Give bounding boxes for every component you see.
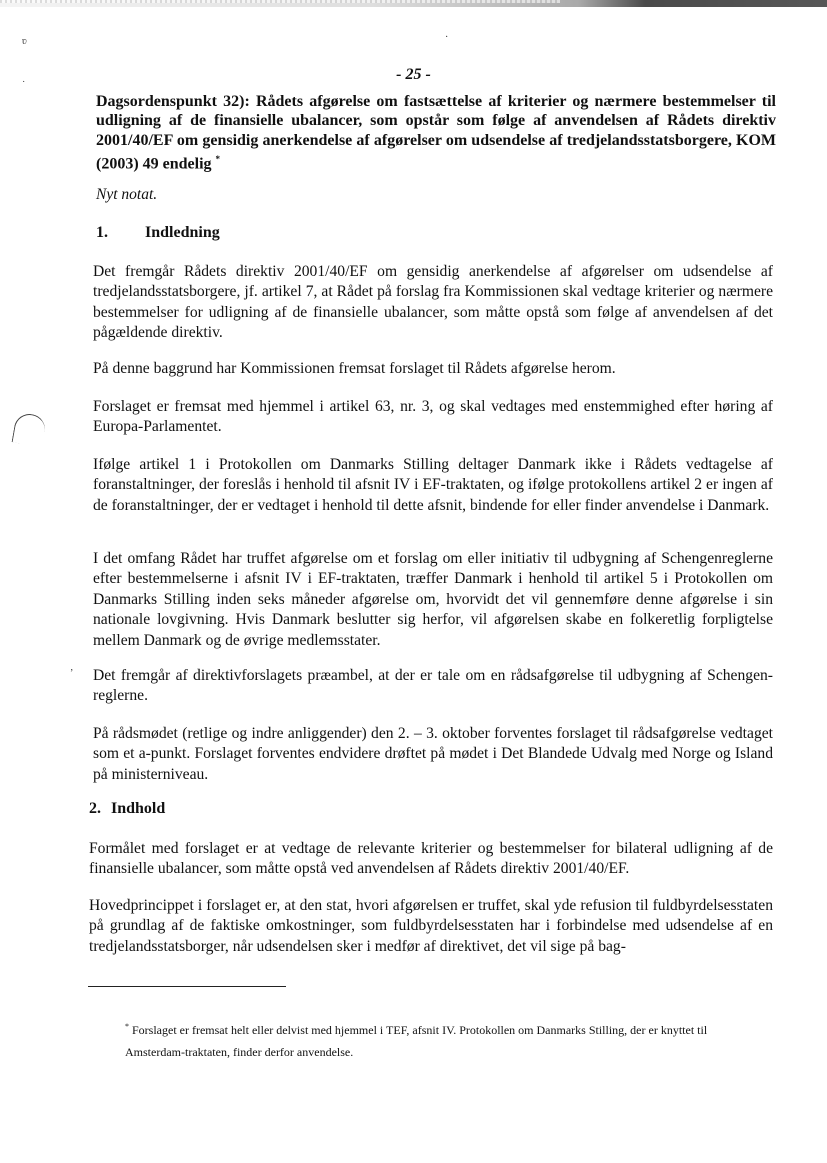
footnote-text: Forslaget er fremsat helt eller delvist med hjemmel i TEF, afsnit IV. Protokollen om Danmarks Stilling, der er knyttet til Amsterdam-traktaten, finder derfor anvendelse. [125, 1023, 708, 1059]
footnote-marker: * [125, 1022, 129, 1031]
scan-edge-noise [0, 0, 560, 3]
page-number: - 25 - [396, 66, 431, 83]
scan-speck: ˙ [22, 80, 26, 91]
paragraph: Hovedprincippet i forslaget er, at den stat, hvori afgørelsen er truffet, skal yde refusion til fuldbyrdelsesstaten på grundlag af de faktiske omkostninger, som fuldbyrdelsesstaten har i forbindelse med udsendelse af en tredjelandsstatsborger, når udsendelsen sker i medfør af direktivet, det vil sige på bag- [89, 897, 773, 955]
scan-artifact-arc [12, 412, 48, 448]
section-heading [96, 224, 220, 242]
section-number: 2. [89, 800, 101, 817]
footnote-marker: * [215, 154, 221, 165]
note-label: Nyt notat. [96, 186, 158, 203]
scan-speck: ʋ [22, 36, 27, 47]
paragraph: På rådsmødet (retlige og indre anliggender) den 2. – 3. oktober forventes forslaget til rådsafgørelse vedtaget som et a-punkt. Forslaget forventes endvidere drøftet på mødet i Det Blandede Udvalg med Norge og Island på ministerniveau. [93, 725, 773, 783]
paragraph: Det fremgår af direktivforslagets præambel, at der er tale om en rådsafgørelse til udbygning af Schengen-reglerne. [93, 667, 773, 705]
paragraph: Forslaget er fremsat med hjemmel i artikel 63, nr. 3, og skal vedtages med enstemmighed efter høring af Europa-Parlamentet. [93, 398, 773, 436]
section-heading [89, 800, 165, 818]
paragraph: Formålet med forslaget er at vedtage de relevante kriterier og bestemmelser for bilateral udligning af de finansielle ubalancer, som måtte opstå ved anvendelsen af Rådets direktiv 2001/40/EF. [89, 840, 773, 878]
scan-speck: · [445, 32, 449, 43]
footnote-separator [88, 986, 286, 987]
paragraph: På denne baggrund har Kommissionen fremsat forslaget til Rådets afgørelse herom. [93, 360, 616, 377]
agenda-item-text: Dagsordenspunkt 32): Rådets afgørelse om fastsættelse af kriterier og nærmere bestemmelser til udligning af de finansielle ubalancer, som opstår som følge af anvendelsen af Rådets direktiv 2001/40/EF om gensidig anerkendelse af afgørelser om udsendelse af tredjelandsstatsborgere, KOM (2003) 49 endelig [96, 93, 776, 173]
section-number: 1. [96, 224, 108, 241]
agenda-item-title [96, 92, 776, 174]
paragraph: Ifølge artikel 1 i Protokollen om Danmarks Stilling deltager Danmark ikke i Rådets vedtagelse af foranstaltninger, der foreslås i henhold til afsnit IV i EF-traktaten, og ifølge protokollens artikel 2 er ingen af de foranstaltninger, der er vedtaget i henhold til dette afsnit, bindende for eller finder anvendelse i Danmark. [93, 456, 773, 514]
scan-speck: ’ [70, 668, 74, 679]
section-title: Indhold [111, 800, 166, 817]
footnote [125, 1016, 745, 1063]
paragraph: Det fremgår Rådets direktiv 2001/40/EF om gensidig anerkendelse af afgørelser om udsendelse af tredjelandsstatsborgere, jf. artikel 7, at Rådet på forslag fra Kommissionen skal vedtage kriterier og nærmere bestemmelser for udligning af de finansielle ubalancer, som måtte opstå som følge af anvendelsen af det pågældende direktiv. [93, 263, 773, 342]
paragraph: I det omfang Rådet har truffet afgørelse om et forslag om eller initiativ til udbygning af Schengenreglerne efter bestemmelserne i afsnit IV i EF-traktaten, træffer Danmark i henhold til artikel 5 i Protokollen om Danmarks Stilling inden seks måneder afgørelse om, hvorvidt det vil gennemføre denne afgørelse i sin nationale lovgivning. Hvis Danmark beslutter sig herfor, vil afgørelsen skabe en folkeretlig forpligtelse mellem Danmark og de øvrige medlemsstater. [93, 550, 773, 649]
section-title: Indledning [145, 224, 220, 241]
